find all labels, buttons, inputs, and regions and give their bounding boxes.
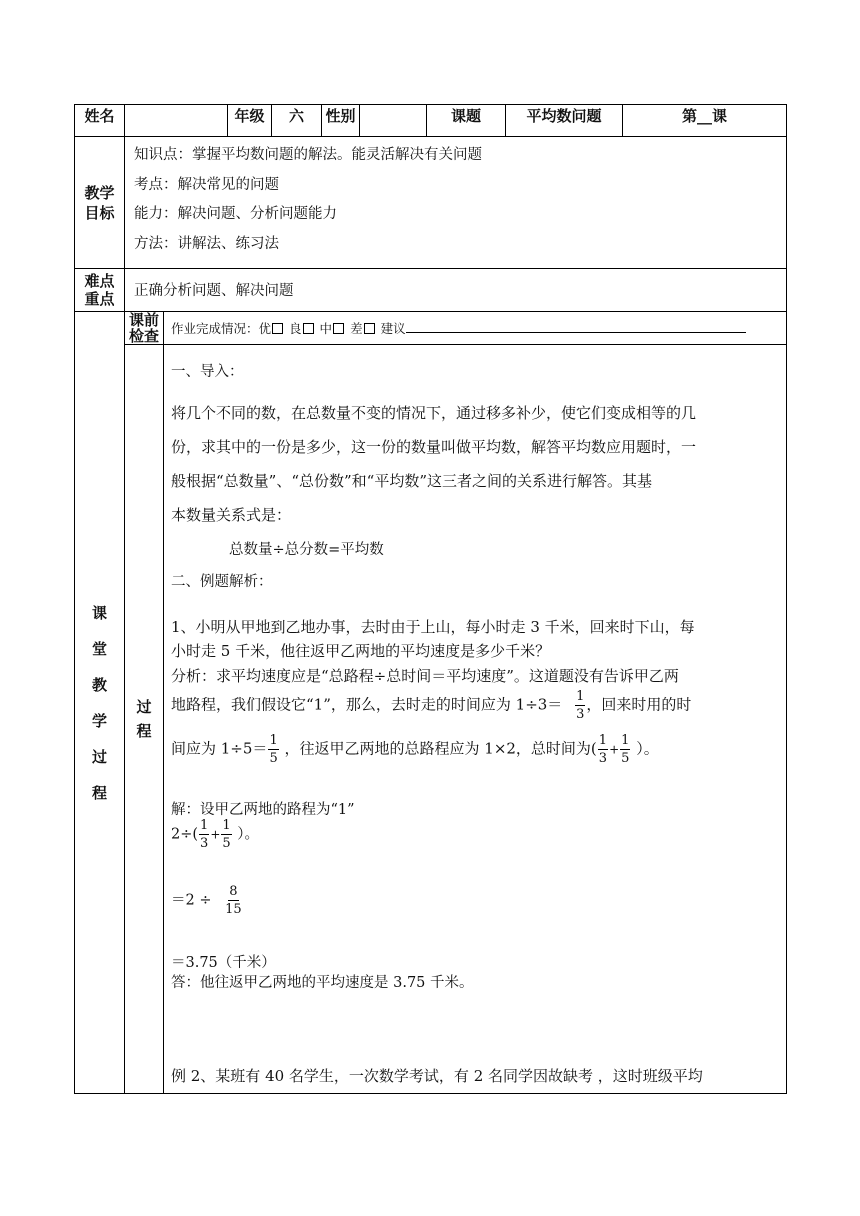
fraction-one-third: [199, 817, 209, 852]
topic-label: 课题: [427, 105, 506, 137]
fraction-denominator: 5: [222, 836, 231, 851]
example1-line: 分析：求平均速度应是“总路程÷总时间＝平均速度”。这道题没有告诉甲乙两: [171, 667, 679, 685]
precheck-label-line2: 检查: [128, 327, 159, 345]
key-points-label-line1: 难点: [84, 272, 115, 290]
plus-sign: +: [210, 827, 221, 842]
example1-line5-text-a: 间应为 1÷5＝: [171, 739, 268, 758]
fraction-denominator: 15: [225, 902, 242, 917]
fraction-denominator: 5: [621, 751, 630, 766]
checkbox-fair[interactable]: [333, 323, 344, 334]
example1-line5-text-b: ，往返甲乙两地的总路程应为 1×2，总时间为(: [284, 739, 597, 758]
option-poor: 差: [350, 321, 363, 336]
example1-line: [171, 688, 691, 723]
topic-value: 平均数问题: [506, 105, 623, 137]
fraction-denominator: 5: [269, 751, 278, 766]
solution-step3: ＝3.75（千米）: [171, 955, 276, 971]
fraction-denominator: 3: [200, 836, 209, 851]
classroom-label: [75, 312, 125, 1094]
classroom-char: 过: [91, 747, 107, 766]
fraction-numerator: 1: [269, 733, 278, 748]
checkbox-poor[interactable]: [364, 323, 375, 334]
intro-line: 份，求其中的一份是多少，这一份的数量叫做平均数，解答平均数应用题时，一: [171, 438, 697, 456]
example1-line5-text-c: ）。: [636, 739, 659, 758]
solution-step1-text-a: 2÷(: [171, 826, 199, 843]
key-points-row: [75, 269, 787, 312]
precheck-row: [75, 312, 787, 345]
solution-step2-text-a: ＝2 ÷: [171, 892, 212, 909]
checkbox-excellent[interactable]: [272, 323, 283, 334]
classroom-char: 课: [91, 603, 107, 622]
formula: 总数量÷总分数=平均数: [229, 542, 384, 558]
example1-line: 小时走 5 千米，他往返甲乙两地的平均速度是多少千米？: [171, 642, 551, 660]
homework-prefix: 作业完成情况：: [171, 321, 259, 336]
lesson-number: 第__课: [623, 105, 787, 137]
process-label-line1: 过: [136, 698, 152, 716]
solution-step1: [171, 817, 259, 852]
example1-line4-text-b: ，回来时用的时: [586, 695, 692, 714]
fraction-one-third: [598, 732, 608, 767]
goals-content: [125, 137, 787, 269]
example2-line: 例 2、某班有 40 名学生，一次数学考试，有 2 名同学因故缺考 ，这时班级平均: [171, 1067, 703, 1085]
fraction-numerator: 1: [621, 733, 630, 748]
goal-item: 考点：解决常见的问题: [134, 176, 279, 193]
process-label: [125, 345, 164, 1094]
fraction-denominator: 3: [576, 707, 585, 722]
intro-title: 一、导入：: [171, 364, 244, 380]
name-label: 姓名: [75, 105, 125, 137]
suggest-blank[interactable]: [406, 321, 746, 333]
grade-label: 年级: [228, 105, 272, 137]
solution-step1-text-b: ）。: [237, 826, 260, 843]
key-points-label: [75, 269, 125, 312]
process-content: [164, 345, 787, 1094]
precheck-label: [125, 312, 164, 345]
name-value[interactable]: [125, 105, 228, 137]
lesson-plan-table: [74, 104, 787, 1094]
fraction-one-third: [575, 688, 585, 723]
example-title: 二、例题解析：: [171, 574, 273, 590]
intro-line: 将几个不同的数，在总数量不变的情况下，通过移多补少，使它们变成相等的几: [171, 404, 697, 422]
suggest-label: 建议: [380, 321, 406, 336]
key-points-label-line2: 重点: [84, 290, 115, 308]
solution-step2: [171, 883, 244, 918]
goal-item: 方法：讲解法、练习法: [134, 235, 279, 252]
solution-title: 解：设甲乙两地的路程为“1”: [171, 802, 355, 818]
fraction-numerator: 8: [229, 884, 238, 899]
goal-item: 知识点：掌握平均数问题的解法。能灵活解决有关问题: [134, 147, 482, 163]
grade-value: 六: [272, 105, 322, 137]
fraction-denominator: 3: [598, 751, 608, 766]
gender-label: 性别: [322, 105, 360, 137]
example1-line: [171, 732, 659, 767]
classroom-char: 教: [91, 675, 107, 694]
process-row: [75, 345, 787, 1094]
classroom-char: 学: [91, 711, 107, 730]
fraction-one-fifth: [268, 732, 278, 767]
intro-line: 本数量关系式是：: [171, 506, 292, 524]
classroom-char: 堂: [91, 639, 107, 658]
gender-value[interactable]: [360, 105, 427, 137]
key-points-text: 正确分析问题、解决问题: [125, 269, 787, 312]
example1-line: 1、小明从甲地到乙地办事，去时由于上山，每小时走 3 千米，回来时下山，每: [171, 618, 695, 636]
goal-item: 能力：解决问题、分析问题能力: [134, 206, 337, 222]
fraction-numerator: 1: [222, 818, 231, 833]
option-good: 良: [289, 321, 302, 336]
header-row: [75, 105, 787, 137]
goals-label-line2: 目标: [84, 203, 115, 222]
plus-sign: +: [609, 742, 620, 757]
fraction-numerator: 1: [200, 818, 209, 833]
fraction-numerator: 1: [598, 733, 608, 748]
intro-line: 般根据“总数量”、“总份数”和“平均数”这三者之间的关系进行解答。其基: [171, 472, 653, 490]
example1-line4-text-a: 地路程，我们假设它“1”，那么，去时走的时间应为 1÷3＝: [171, 695, 563, 714]
goals-label: [75, 137, 125, 269]
option-excellent: 优: [258, 321, 272, 336]
process-label-line2: 程: [136, 722, 152, 740]
option-fair: 中: [319, 321, 333, 336]
goals-row: [75, 137, 787, 269]
precheck-label-line1: 课前: [128, 311, 159, 329]
checkbox-good[interactable]: [303, 323, 314, 334]
homework-status: [164, 312, 787, 345]
answer-line: 答：他往返甲乙两地的平均速度是 3.75 千米。: [171, 975, 474, 991]
goals-label-line1: 教学: [84, 183, 115, 202]
fraction-one-fifth: [620, 732, 630, 767]
fraction-one-fifth: [221, 817, 231, 852]
fraction-numerator: 1: [576, 689, 585, 704]
fraction-eight-fifteenths: [224, 883, 243, 918]
classroom-char: 程: [91, 783, 107, 802]
